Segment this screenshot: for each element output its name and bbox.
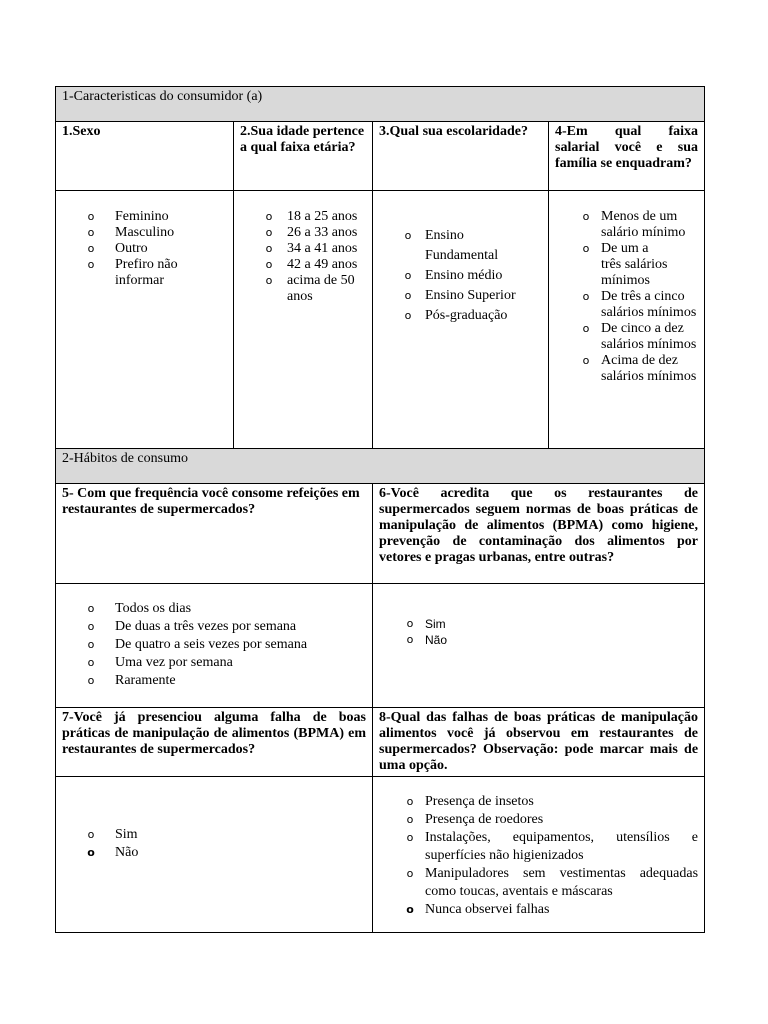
option-item[interactable]: o acima de 50 anos (265, 273, 355, 304)
option-item[interactable]: o 18 a 25 anos (265, 209, 358, 224)
question-1-title: 1.Sexo (56, 122, 234, 191)
section-1-title: 1-Caracteristicas do consumidor (a) (56, 87, 705, 122)
option-item[interactable]: o Sim (87, 827, 138, 842)
question-8-options (403, 793, 698, 919)
section-header-row (56, 87, 705, 122)
option-item[interactable]: o Feminino (87, 209, 169, 224)
option-item[interactable]: o Nunca observei falhas (406, 902, 550, 917)
option-item[interactable]: o Presença de roedores (406, 812, 544, 827)
option-item[interactable]: o Sim (406, 617, 446, 631)
question-7-title: 7-Você já presenciou alguma falha de boas práticas de manipulação de alimentos (BPMA) em restaurantes de supermercados? (56, 708, 373, 777)
option-item[interactable]: o Masculino (87, 225, 175, 240)
question-2-options (262, 209, 366, 305)
option-item[interactable]: o Ensino médio (404, 268, 503, 283)
option-item[interactable]: o Presença de insetos (406, 794, 534, 809)
option-item[interactable]: o Instalações, equipamentos, utensílios e superfícies não higienizados (406, 830, 699, 863)
option-item[interactable]: o 26 a 33 anos (265, 225, 358, 240)
section-2-title: 2-Hábitos de consumo (56, 449, 705, 484)
question-4-title: 4-Em qual faixa salarial você e sua família se enquadram? (549, 122, 705, 191)
questions-row-1 (56, 122, 705, 191)
question-3-options (401, 226, 542, 326)
question-6-options (403, 616, 698, 648)
option-item[interactable]: o Ensino Superior (404, 288, 516, 303)
options-row-2 (56, 584, 705, 708)
option-item[interactable]: o De cinco a dez salários mínimos (582, 321, 697, 352)
question-7-options (84, 826, 366, 862)
question-2-title: 2.Sua idade pertence a qual faixa etária? (234, 122, 373, 191)
option-item[interactable]: o Outro (87, 241, 148, 256)
option-item[interactable]: o De três a cinco salários mínimos (582, 289, 697, 320)
question-4-options (579, 209, 698, 385)
option-item[interactable]: o Não (87, 845, 139, 860)
option-item[interactable]: o Menos de um salário mínimo (582, 209, 686, 240)
option-item[interactable]: o Uma vez por semana (87, 655, 233, 670)
option-item[interactable]: o De quatro a seis vezes por semana (87, 637, 308, 652)
question-8-title: 8-Qual das falhas de boas práticas de manipulação alimentos você já observou em restaurantes de supermercados? Observação: pode marcar mais de uma opção. (373, 708, 705, 777)
option-item[interactable]: o Ensino Fundamental (404, 228, 499, 263)
option-item[interactable]: o 42 a 49 anos (265, 257, 358, 272)
survey-table (55, 86, 705, 933)
question-6-title: 6-Você acredita que os restaurantes de supermercados seguem normas de boas práticas de manipulação de alimentos (BPMA) como higiene, prevenção de contaminação dos alimentos por vetores e pragas urbanas, entre outras? (373, 484, 705, 584)
question-5-options (84, 600, 366, 690)
option-item[interactable]: o Todos os dias (87, 601, 192, 616)
option-item[interactable]: o De duas a três vezes por semana (87, 619, 297, 634)
option-item[interactable]: o De um a três salários mínimos (582, 241, 668, 288)
question-5-title: 5- Com que frequência você consome refeições em restaurantes de supermercados? (56, 484, 373, 584)
question-1-options (84, 209, 227, 289)
questions-row-2 (56, 484, 705, 584)
question-3-title: 3.Qual sua escolaridade? (373, 122, 549, 191)
options-row-1 (56, 191, 705, 449)
options-row-3 (56, 777, 705, 933)
option-item[interactable]: o 34 a 41 anos (265, 241, 358, 256)
questions-row-3 (56, 708, 705, 777)
option-item[interactable]: o Raramente (87, 673, 176, 688)
option-item[interactable]: o Pós-graduação (404, 308, 508, 323)
option-item[interactable]: o Manipuladores sem vestimentas adequadas como toucas, aventais e máscaras (406, 866, 699, 899)
option-item[interactable]: o Acima de dez salários mínimos (582, 353, 697, 384)
option-item[interactable]: o Não (406, 633, 448, 647)
section-header-row (56, 449, 705, 484)
option-item[interactable]: o Prefiro não informar (87, 257, 178, 288)
